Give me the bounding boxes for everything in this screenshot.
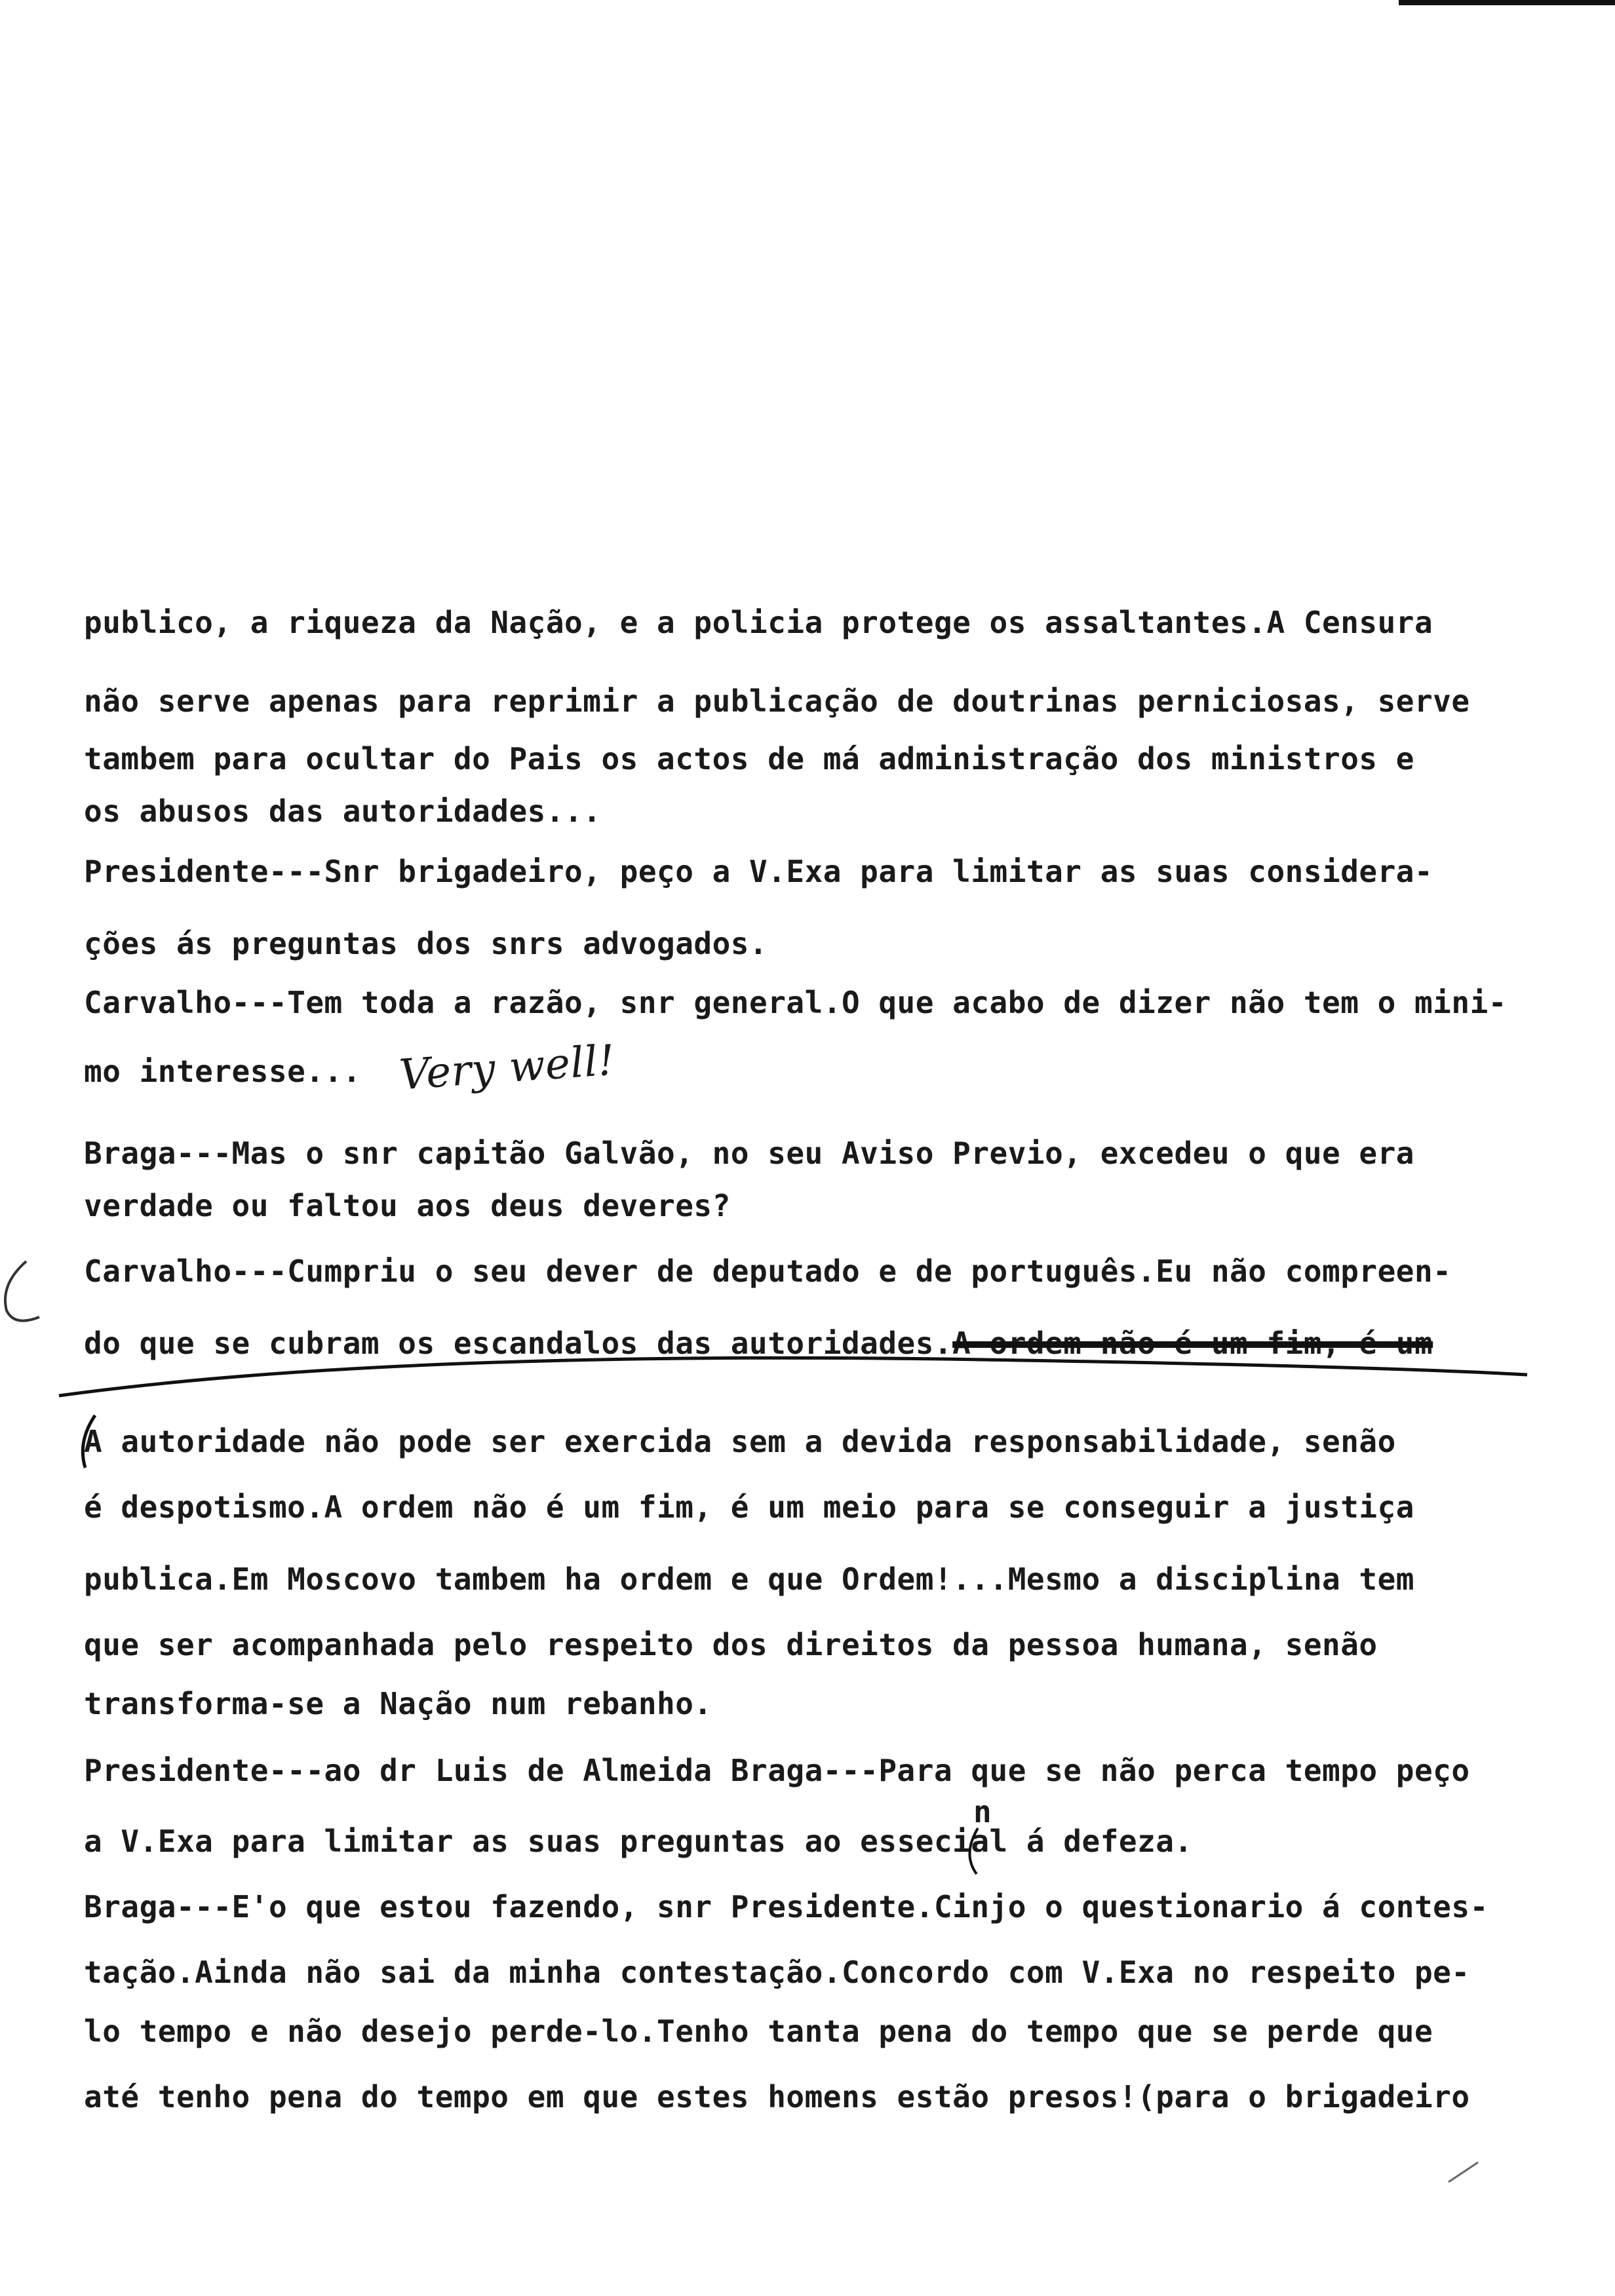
paragraph-bracket-mark xyxy=(83,1415,95,1468)
text-fragment: mo interesse... xyxy=(84,1054,361,1089)
insert-mark: n xyxy=(973,1794,992,1829)
text-line: não serve apenas para reprimir a publicação de doutrinas perniciosas, serve xyxy=(84,683,1470,719)
text-line: transforma-se a Nação num rebanho. xyxy=(84,1686,712,1721)
margin-bracket-mark xyxy=(5,1261,39,1321)
text-line: Carvalho---Tem toda a razão, snr general.O que acabo de dizer não tem o mini- xyxy=(84,985,1507,1020)
insert-caret-mark xyxy=(969,1828,978,1874)
text-line: Braga---Mas o snr capitão Galvão, no seu Aviso Previo, excedeu o que era xyxy=(84,1136,1414,1171)
handwritten-note: Very well! xyxy=(397,1036,617,1100)
text-line: publica.Em Moscovo tambem ha ordem e que Ordem!...Mesmo a disciplina tem xyxy=(84,1561,1414,1597)
struck-text: A ordem não é um fim, é um xyxy=(952,1326,1433,1361)
text-line: que ser acompanhada pelo respeito dos direitos da pessoa humana, senão xyxy=(84,1627,1378,1662)
text-line: Presidente---ao dr Luis de Almeida Braga---Para que se não perca tempo peço xyxy=(84,1753,1470,1788)
text-line: os abusos das autoridades... xyxy=(84,794,602,829)
text-line: publico, a riqueza da Nação, e a policia protege os assaltantes.A Censura xyxy=(84,605,1433,640)
text-fragment: do que se cubram os escandalos das autoridades. xyxy=(84,1326,953,1361)
text-line: Carvalho---Cumpriu o seu dever de deputado e de português.Eu não compreen- xyxy=(84,1253,1452,1289)
text-line: até tenho pena do tempo em que estes homens estão presos!(para o brigadeiro xyxy=(84,2079,1470,2114)
text-line: ções ás preguntas dos snrs advogados. xyxy=(84,926,768,961)
text-line: tação.Ainda não sai da minha contestação.Concordo com V.Exa no respeito pe- xyxy=(84,1955,1470,1990)
text-line: é despotismo.A ordem não é um fim, é um meio para se conseguir a justiça xyxy=(84,1489,1414,1525)
text-line: lo tempo e não desejo perde-lo.Tenho tanta pena do tempo que se perde que xyxy=(84,2014,1433,2049)
text-line: a V.Exa para limitar as suas preguntas ao essecial á defeza. xyxy=(84,1824,1193,1859)
text-line: verdade ou faltou aos deus deveres? xyxy=(84,1188,731,1223)
text-line: A autoridade não pode ser exercida sem a devida responsabilidade, senão xyxy=(84,1424,1396,1459)
text-line: tambem para ocultar do Pais os actos de má administração dos ministros e xyxy=(84,741,1414,776)
stray-mark xyxy=(1449,2162,1478,2182)
text-line: Presidente---Snr brigadeiro, peço a V.Exa para limitar as suas considera- xyxy=(84,854,1433,889)
underline-stroke xyxy=(59,1358,1527,1396)
text-line: Braga---E'o que estou fazendo, snr Presidente.Cinjo o questionario á contes- xyxy=(84,1889,1489,1924)
